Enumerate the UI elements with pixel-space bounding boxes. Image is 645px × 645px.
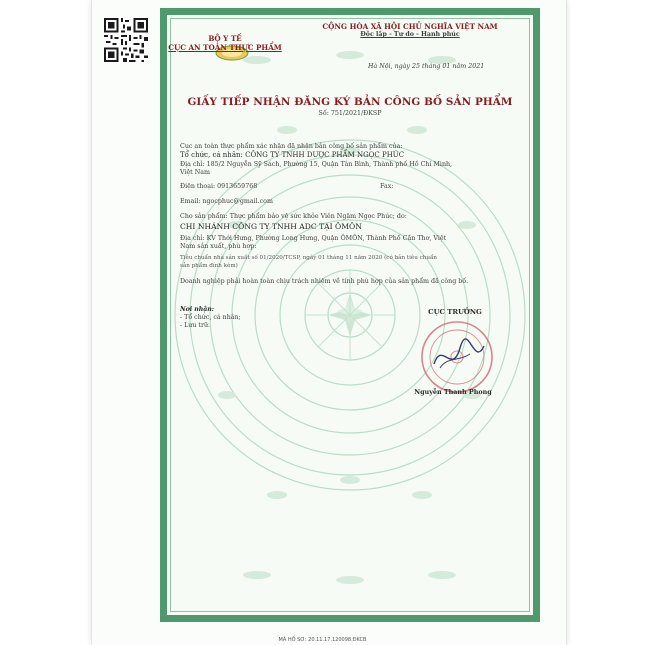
document-number: Số: 751/2021/ĐKSP [318, 110, 382, 117]
address-line-2: Việt Nam [180, 169, 210, 176]
fax-line: Fax: [380, 183, 394, 190]
qr-code-icon [104, 18, 148, 62]
manufacturer-name: CHI NHÁNH CÔNG TY TNHH ADC TẠI ÔMÔN [180, 222, 362, 231]
standard-line-1: Tiêu chuẩn nhà sản xuất số 01/2020/TCSP, ngày 01 tháng 11 năm 2020 (có bản tiêu chuẩn [180, 255, 437, 261]
signer-name: Nguyễn Thanh Phong [414, 388, 492, 396]
address-line-1: Địa chỉ: 185/2 Nguyễn Sỹ Sách, Phường 15, Quận Tân Bình, Thành phố Hồ Chí Minh, [180, 161, 453, 168]
signer-title: CỤC TRƯỞNG [428, 308, 482, 316]
recipient-item: - Tổ chức, cá nhân; [180, 314, 241, 321]
standard-line-2: sản phẩm đính kèm) [180, 263, 238, 269]
organization-line: Tổ chức, cá nhân: CÔNG TY TNHH DƯỢC PHẨM NGỌC PHÚC [180, 151, 405, 159]
responsibility-line: Doanh nghiệp phải hoàn toàn chịu trách nhiệm về tính phù hợp của sản phẩm đã công bố. [180, 278, 469, 285]
document-title: GIẤY TIẾP NHẬN ĐĂNG KÝ BẢN CÔNG BỐ SẢN PHẨM [187, 96, 513, 108]
product-line: Cho sản phẩm: Thực phẩm bảo vệ sức khỏe Viên Ngậm Ngọc Phúc; do: [180, 213, 407, 220]
national-motto: Độc lập - Tự do - Hạnh phúc [360, 31, 460, 38]
email-line: Email: ngocphuc@gmail.com [180, 198, 273, 205]
phone-line: Điện thoại: 0913659768 [180, 183, 258, 190]
issue-date: Hà Nội, ngày 25 tháng 01 năm 2021 [368, 63, 485, 70]
national-title: CỘNG HÒA XÃ HỘI CHỦ NGHĨA VIỆT NAM [322, 22, 498, 31]
agency-name: CỤC AN TOÀN THỰC PHẨM [168, 43, 282, 52]
dossier-code: MÃ HỒ SƠ: 20.11.17.120098.ĐKCB [278, 637, 367, 643]
recipient-item: - Lưu trữ. [180, 322, 211, 329]
official-seal-stamp [418, 318, 496, 396]
manufacturer-address-1: Địa chỉ: KV Thới Hưng, Phường Long Hưng, Quận ÔMÔN, Thành Phố Cần Thơ, Việt [180, 235, 447, 242]
ministry-name: BỘ Y TẾ [208, 34, 242, 43]
recipients-label: Nơi nhận: [180, 306, 215, 313]
intro-line: Cục an toàn thực phẩm xác nhận đã nhận bản công bố sản phẩm của: [180, 143, 403, 150]
manufacturer-address-2: Nam sản xuất, phù hợp: [180, 243, 257, 250]
